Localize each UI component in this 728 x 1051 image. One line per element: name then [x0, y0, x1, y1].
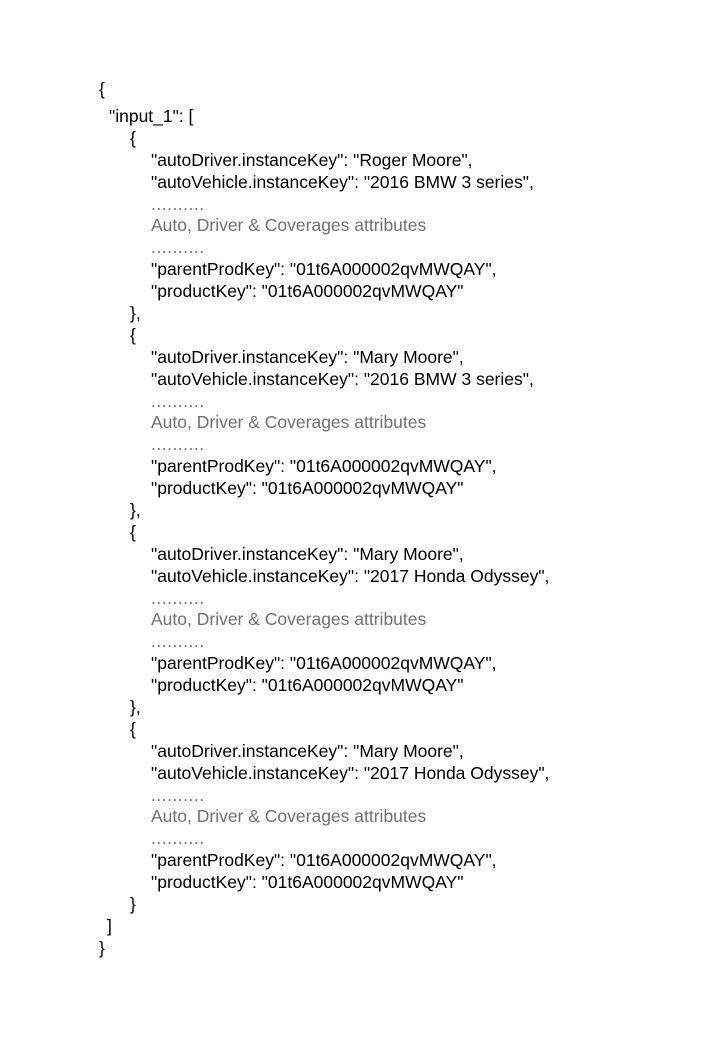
parent-prod-key-line: "parentProdKey": "01t6A000002qvMWQAY", [151, 456, 497, 476]
root-open-brace: { [99, 79, 105, 99]
driver-line: "autoDriver.instanceKey": "Mary Moore", [151, 544, 464, 564]
vehicle-line: "autoVehicle.instanceKey": "2017 Honda Odyssey", [151, 763, 550, 783]
attributes-note: Auto, Driver & Coverages attributes [151, 412, 427, 432]
product-key-line: "productKey": "01t6A000002qvMWQAY" [151, 675, 464, 695]
input-array-key: "input_1": [ [109, 106, 194, 126]
product-key-line: "productKey": "01t6A000002qvMWQAY" [151, 281, 464, 301]
driver-line: "autoDriver.instanceKey": "Mary Moore", [151, 347, 464, 367]
vehicle-line: "autoVehicle.instanceKey": "2017 Honda Odyssey", [151, 566, 550, 586]
array-close-bracket: ] [107, 916, 112, 936]
driver-line: "autoDriver.instanceKey": "Roger Moore", [151, 150, 473, 170]
record-open-brace: { [130, 325, 136, 345]
record-close-brace: } [130, 894, 136, 914]
ellipsis-after: .......... [151, 237, 205, 257]
parent-prod-key-line: "parentProdKey": "01t6A000002qvMWQAY", [151, 850, 497, 870]
record-close-brace: }, [130, 303, 141, 323]
ellipsis-before: .......... [151, 391, 205, 411]
product-key-line: "productKey": "01t6A000002qvMWQAY" [151, 872, 464, 892]
record-close-brace: }, [130, 697, 141, 717]
record-open-brace: { [130, 128, 136, 148]
record-open-brace: { [130, 719, 136, 739]
parent-prod-key-line: "parentProdKey": "01t6A000002qvMWQAY", [151, 653, 497, 673]
vehicle-line: "autoVehicle.instanceKey": "2016 BMW 3 series", [151, 172, 534, 192]
ellipsis-after: .......... [151, 434, 205, 454]
parent-prod-key-line: "parentProdKey": "01t6A000002qvMWQAY", [151, 259, 497, 279]
ellipsis-before: .......... [151, 588, 205, 608]
record-close-brace: }, [130, 500, 141, 520]
product-key-line: "productKey": "01t6A000002qvMWQAY" [151, 478, 464, 498]
ellipsis-before: .......... [151, 785, 205, 805]
ellipsis-after: .......... [151, 828, 205, 848]
ellipsis-before: .......... [151, 194, 205, 214]
driver-line: "autoDriver.instanceKey": "Mary Moore", [151, 741, 464, 761]
attributes-note: Auto, Driver & Coverages attributes [151, 609, 427, 629]
attributes-note: Auto, Driver & Coverages attributes [151, 215, 427, 235]
vehicle-line: "autoVehicle.instanceKey": "2016 BMW 3 series", [151, 369, 534, 389]
root-close-brace: } [99, 938, 105, 958]
attributes-note: Auto, Driver & Coverages attributes [151, 806, 427, 826]
record-open-brace: { [130, 522, 136, 542]
ellipsis-after: .......... [151, 631, 205, 651]
